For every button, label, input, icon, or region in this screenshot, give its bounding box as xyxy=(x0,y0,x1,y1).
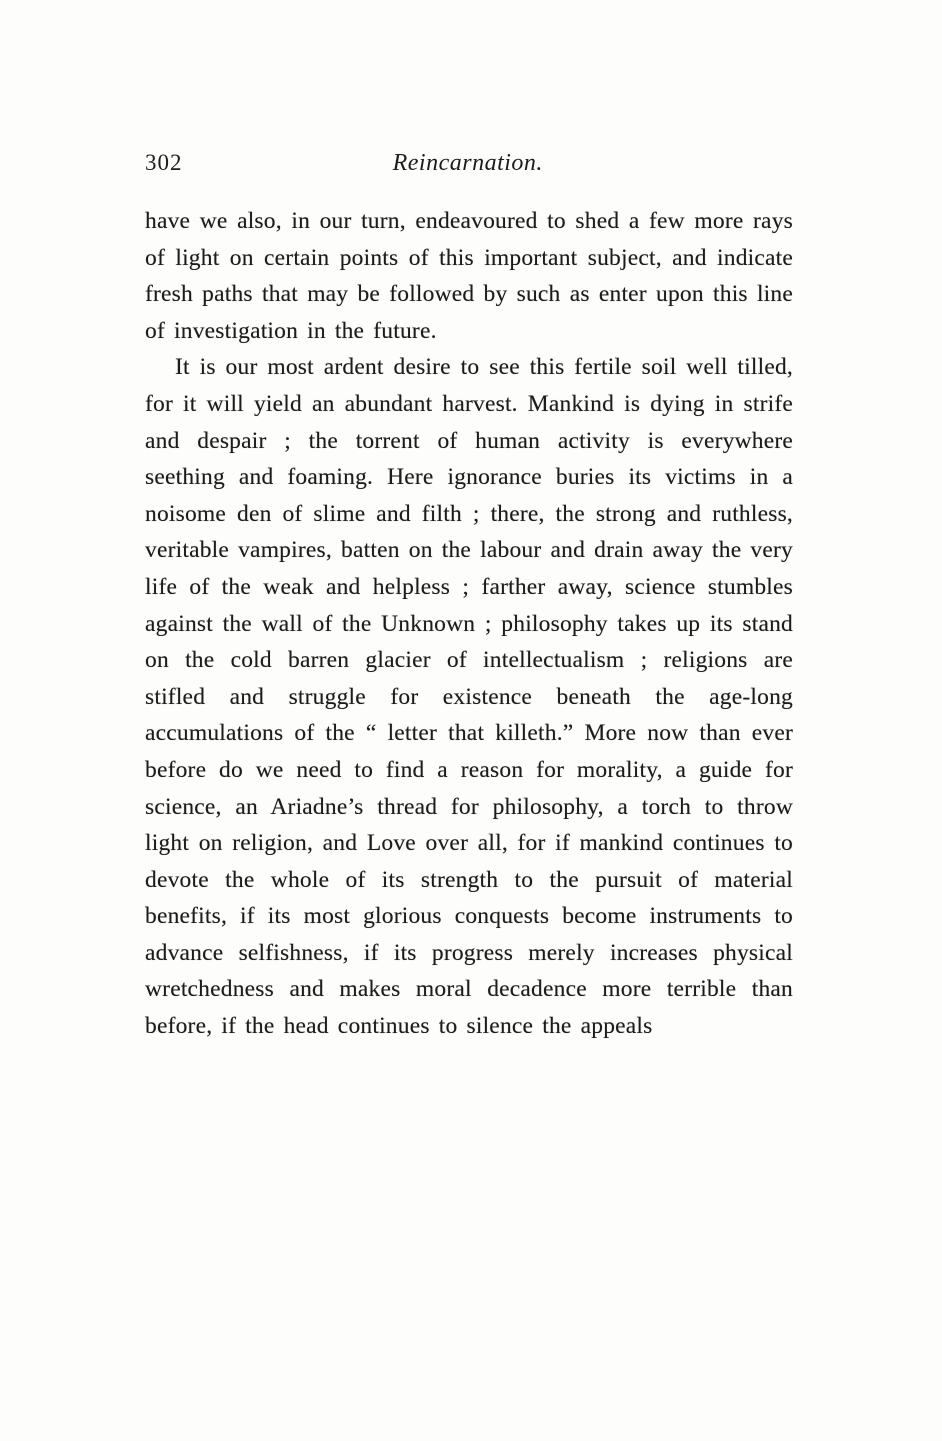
body-text xyxy=(145,203,793,1045)
paragraph-continuation: have we also, in our turn, endeavoured to shed a few more rays of light on certain points of this important subject, and indicate fresh paths that may be followed by such as enter upon this line of investigation in the future. xyxy=(145,208,793,344)
page-header xyxy=(145,150,793,177)
text-block xyxy=(145,150,793,1045)
page-number: 302 xyxy=(145,150,183,175)
paragraph: It is our most ardent desire to see this fertile soil well tilled, for it will yield an abundant harvest. Mankind is dying in strife and despair ; the torrent of human activity is everywhere seething and foaming. Here ignorance buries its victims in a noisome den of slime and filth ; there, the strong and ruthless, veritable vampires, batten on the labour and drain away the very life of the weak and helpless ; farther away, science stumbles against the wall of the Unknown ; philosophy takes up its stand on the cold barren glacier of intellectualism ; religions are stifled and struggle for existence beneath the age-long accumulations of the “ letter that killeth.” More now than ever before do we need to find a reason for morality, a guide for science, an Ariadne’s thread for philosophy, a torch to throw light on religion, and Love over all, for if mankind continues to devote the whole of its strength to the pursuit of material benefits, if its most glorious conquests become instruments to advance selfishness, if its progress merely increases physical wretchedness and makes moral decadence more terrible than before, if the head continues to silence the appeals xyxy=(145,354,793,1040)
running-header-title: Reincarnation. xyxy=(392,150,543,176)
